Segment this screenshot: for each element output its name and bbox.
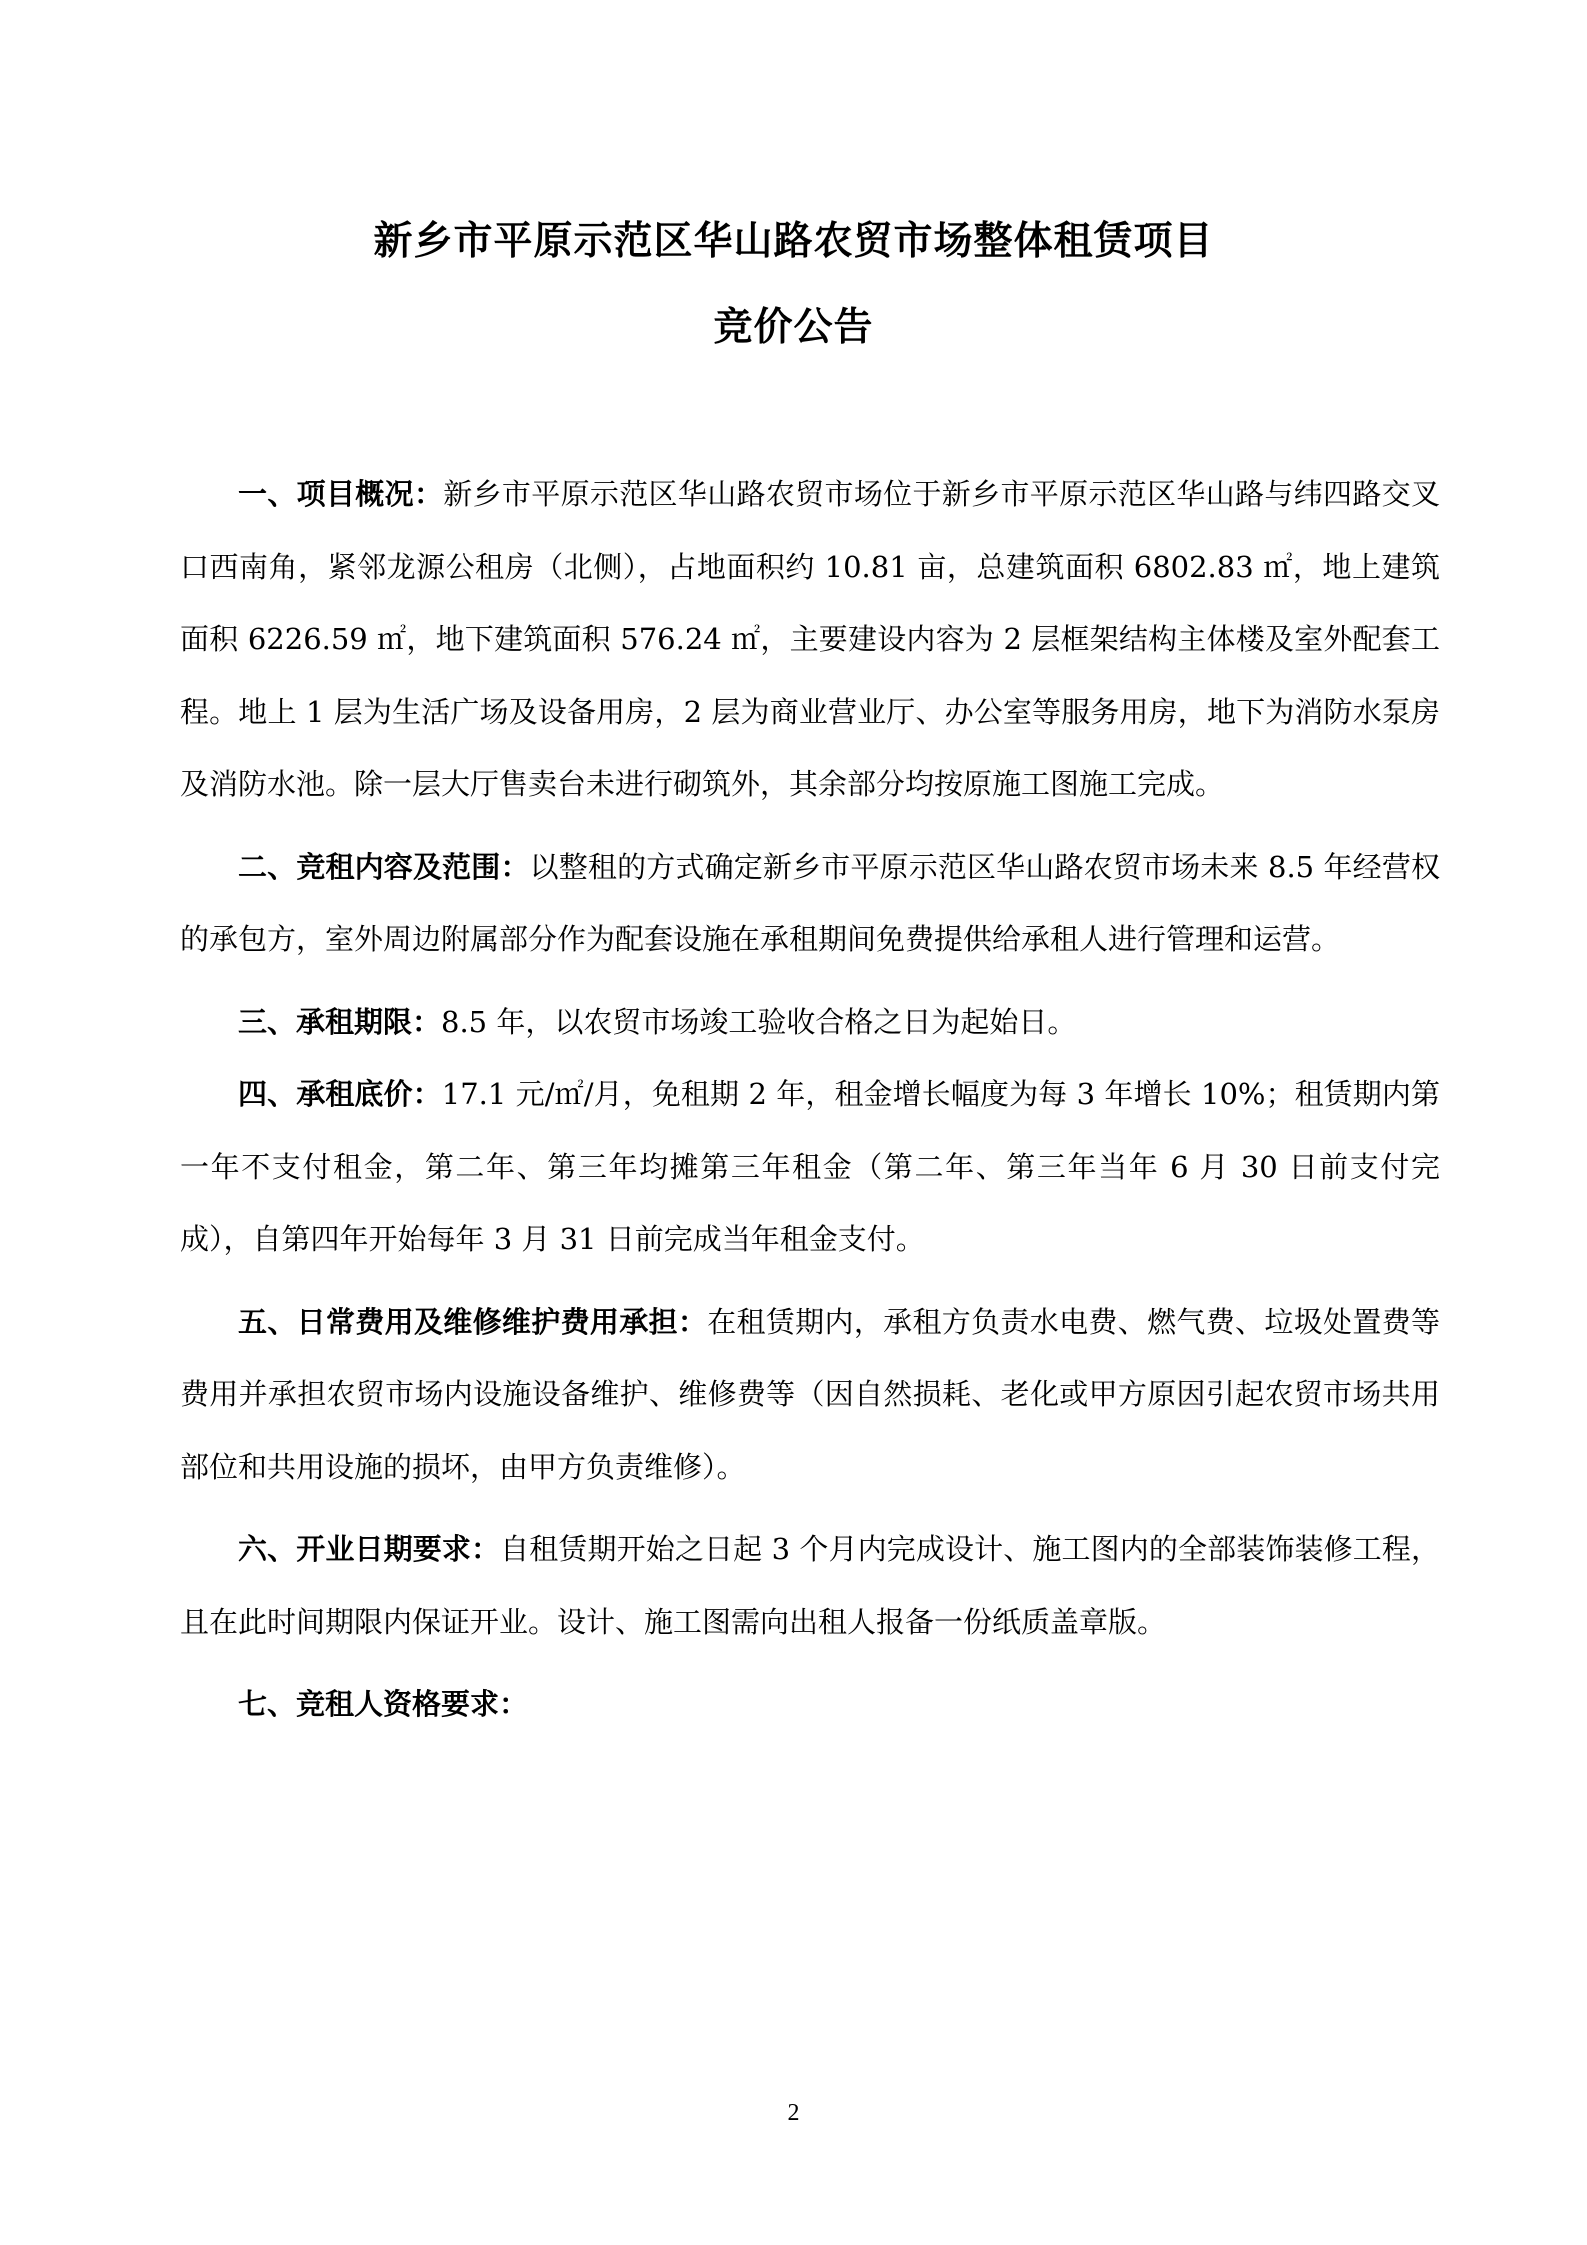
section-text: 在租赁期内，承租方负责水电费、燃气费、垃圾处置费等费用并承担农贸市场内设施设备维护、维修费等（因自然损耗、老化或甲方原因引起农贸市场共用部位和共用设施的损坏，由甲方负责维修）。 [180, 1304, 1440, 1484]
section-heading: 一、项目概况： [238, 477, 444, 511]
section-heading: 五、日常费用及维修维护费用承担： [238, 1304, 708, 1339]
section-text: 以整租的方式确定新乡市平原示范区华山路农贸市场未来 8.5 年经营权的承包方，室外周边附属部分作为配套设施在承租期间免费提供给承租人进行管理和运营。 [180, 849, 1440, 956]
section-text: 17.1 元/㎡/月，免租期 2 年，租金增长幅度为每 3 年增长 10%；租赁期内第一年不支付租金，第二年、第三年均摊第三年租金（第二年、第三年当年 6 月 30 日前支付完成），自第四年开始每年 3 月 31 日前完成当年租金支付。 [180, 1077, 1440, 1256]
section-heading: 四、承租底价： [238, 1077, 442, 1111]
section-heading: 七、竞租人资格要求： [238, 1687, 529, 1721]
section-reserve-price [180, 1058, 1440, 1276]
page-number: 2 [787, 2100, 800, 2126]
document-subtitle: 竞价公告 [713, 305, 874, 350]
section-text: 自租赁期开始之日起 3 个月内完成设计、施工图内的全部装饰装修工程，且在此时间期限内保证开业。设计、施工图需向出租人报备一份纸质盖章版。 [180, 1532, 1440, 1639]
section-lease-term [180, 986, 1440, 1059]
document-body [180, 458, 1440, 1741]
section-project-overview [180, 458, 1440, 821]
section-heading: 三、承租期限： [238, 1004, 442, 1039]
section-text: 8.5 年，以农贸市场竣工验收合格之日为起始日。 [441, 1004, 1077, 1039]
section-heading: 二、竞租内容及范围： [238, 849, 530, 884]
document-title: 新乡市平原示范区华山路农贸市场整体租赁项目 [373, 219, 1214, 264]
section-text: 新乡市平原示范区华山路农贸市场位于新乡市平原示范区华山路与纬四路交叉口西南角，紧邻龙源公租房（北侧），占地面积约 10.81 亩，总建筑面积 6802.83 ㎡，地上建筑面积 6226.59 ㎡，地下建筑面积 576.24 ㎡，主要建设内容为 2 层框架结构主体楼及室外配套工程。地上 1 层为生活广场及设备用房，2 层为商业营业厅、办公室等服务用房，地下为消防水泵房及消防水池。除一层大厅售卖台未进行砌筑外，其余部分均按原施工图施工完成。 [180, 477, 1440, 801]
section-daily-costs [180, 1286, 1440, 1504]
section-opening-date [180, 1513, 1440, 1658]
section-lease-scope [180, 831, 1440, 976]
section-bidder-qualifications [180, 1668, 1440, 1741]
section-heading: 六、开业日期要求： [238, 1532, 501, 1566]
